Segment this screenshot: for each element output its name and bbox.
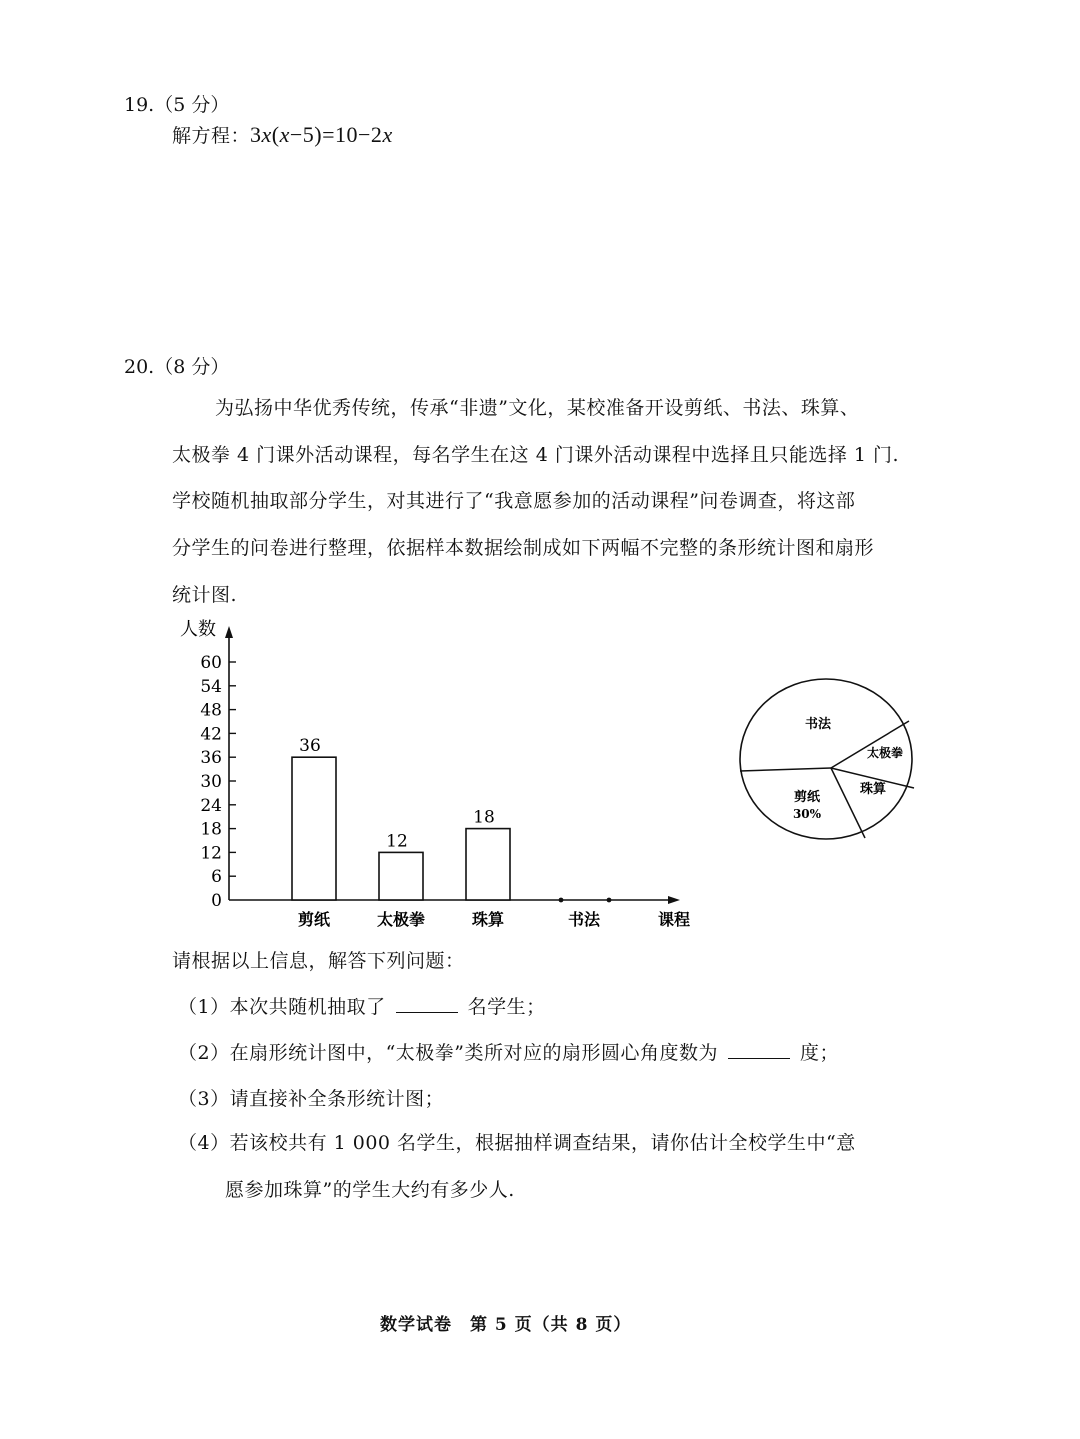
q20-sub2: （2）在扇形统计图中，“太极拳”类所对应的扇形圆心角度数为 度； [178,1042,840,1064]
bar [379,852,423,900]
pie-slice-edge [740,768,831,771]
pie-slice-label: 书法 [804,717,832,732]
page-footer: 数学试卷 第 5 页（共 8 页） [380,1315,632,1335]
y-tick-label: 12 [200,843,222,864]
q19-header [124,90,229,117]
q19-number: 19. [124,94,155,116]
q19-equation: 3x(x−5)=10−2x [250,122,393,147]
bar-data-label: 36 [299,736,321,757]
q20-sub4-line: （4）若该校共有 1 000 名学生，根据抽样调查结果，请你估计全校学生中“意 [178,1132,856,1154]
bar-data-label: 12 [386,831,408,852]
y-tick-label: 24 [200,795,222,816]
pie-chart [735,675,920,845]
x-category-label: 剪纸 [297,910,331,929]
bar-placeholder-dot [607,898,612,903]
q20-sub4-line: 愿参加珠算”的学生大约有多少人. [225,1179,515,1201]
q20-header [124,352,229,379]
x-axis-arrow [668,896,680,904]
y-tick-label: 48 [200,700,222,721]
y-tick-label: 0 [211,891,222,911]
pie-slice-label: 剪纸 [793,790,821,805]
bar-chart [170,612,700,937]
bar-placeholder-dot [559,898,564,903]
y-tick-label: 60 [200,653,222,673]
bar [292,757,336,900]
y-tick-label: 18 [200,819,222,840]
q20-sub1: （1）本次共随机抽取了 名学生； [178,996,546,1018]
x-axis-label: 课程 [658,910,691,929]
x-category-label: 珠算 [471,910,505,929]
q19-prompt-line [172,121,393,148]
pie-slice-label: 珠算 [859,782,887,797]
answer-blank[interactable] [396,994,458,1013]
q19-prompt: 解方程： [172,125,251,147]
pie-slice-edge [831,721,909,768]
q19-score: （5 分） [154,94,230,116]
pie-slice-percent: 30% [792,807,822,821]
pie-slice-label: 太极拳 [866,746,904,760]
bar-data-label: 18 [473,807,495,828]
q20-instruction: 请根据以上信息，解答下列问题： [172,950,465,972]
q20-paragraph-line: 太极拳 4 门课外活动课程，每名学生在这 4 门课外活动课程中选择且只能选择 1 门. [172,444,900,466]
x-category-label: 太极拳 [376,910,426,929]
q20-score: （8 分） [154,356,230,378]
y-axis-label: 人数 [180,619,216,640]
q20-paragraph-line: 学校随机抽取部分学生，对其进行了“我意愿参加的活动课程”问卷调查，将这部 [172,490,856,512]
q20-paragraph-line: 统计图. [172,584,238,606]
q20-paragraph-line: 为弘扬中华优秀传统，传承“非遗”文化，某校准备开设剪纸、书法、珠算、 [215,397,860,419]
y-tick-label: 36 [200,748,222,769]
q20-paragraph-line: 分学生的问卷进行整理，依据样本数据绘制成如下两幅不完整的条形统计图和扇形 [172,537,875,559]
y-axis-arrow [225,626,233,638]
answer-blank[interactable] [728,1040,790,1059]
y-tick-label: 6 [211,867,222,888]
y-tick-label: 42 [200,724,222,745]
q20-sub3: （3）请直接补全条形统计图； [178,1088,445,1110]
bar [466,829,510,900]
y-tick-label: 30 [200,772,222,792]
x-category-label: 书法 [567,910,601,929]
pie-slice-edge [831,768,865,838]
y-tick-label: 54 [200,676,222,697]
q20-number: 20. [124,356,155,378]
